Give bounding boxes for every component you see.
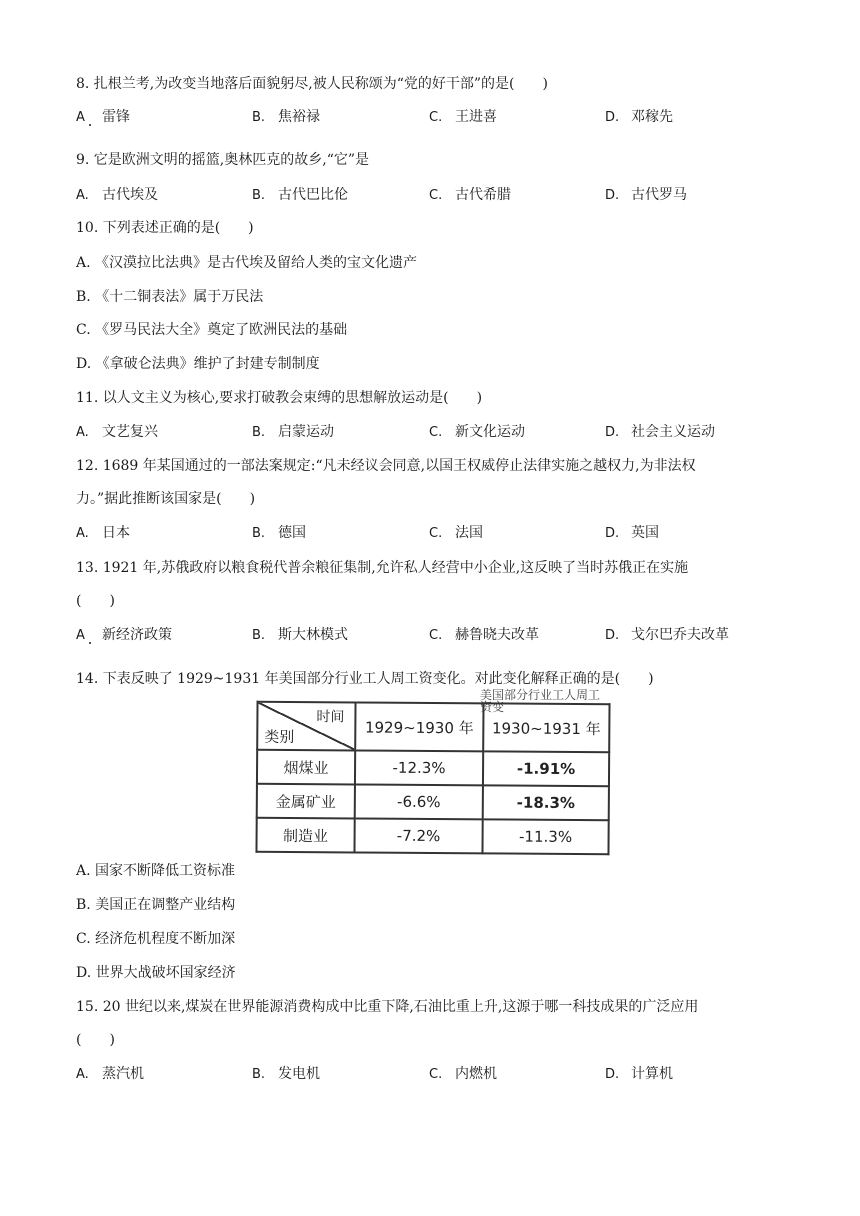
option-a <box>76 1064 144 1085</box>
question-12-stem-line2: 力。”据此推断该国家是( ) <box>76 491 256 507</box>
option-label: B. <box>252 628 266 643</box>
option-text: 古代埃及 <box>102 187 158 203</box>
option-a <box>76 625 172 646</box>
option-a <box>76 185 158 206</box>
option-label: D. <box>605 1067 620 1082</box>
wage-change-table <box>255 701 610 855</box>
question-14-choice-d: D. 世界大战破坏国家经济 <box>76 965 236 981</box>
row-category: 烟煤业 <box>257 750 355 785</box>
question-14-choice-b: B. 美国正在调整产业结构 <box>76 897 236 913</box>
option-text: 日本 <box>102 525 130 541</box>
column-header: 1930~1931 年 <box>483 703 609 752</box>
table-cell: -12.3% <box>355 750 483 785</box>
option-b <box>252 185 348 206</box>
question-9-options <box>76 185 776 205</box>
option-c <box>429 422 525 443</box>
option-c <box>429 523 483 544</box>
table-row <box>257 784 609 820</box>
option-label: A. <box>76 188 89 203</box>
row-category: 制造业 <box>256 818 354 853</box>
question-13-options <box>76 625 776 645</box>
option-label: C. <box>429 110 443 125</box>
question-10-stem: 10. 下列表述正确的是( ) <box>76 220 254 236</box>
option-label: D. <box>605 188 620 203</box>
question-12-options <box>76 523 776 543</box>
option-text: 英国 <box>631 525 659 541</box>
option-label: B. <box>252 425 266 440</box>
option-text: 雷锋 <box>102 109 130 125</box>
option-text: 新文化运动 <box>455 424 525 440</box>
question-13-stem-line1: 13. 1921 年,苏俄政府以粮食税代普余粮征集制,允许私人经营中小企业,这反映了当时苏俄正在实施 <box>76 560 689 576</box>
question-15-options <box>76 1064 776 1084</box>
option-label: C. <box>429 425 443 440</box>
option-text: 古代希腊 <box>455 187 511 203</box>
table-row <box>257 750 609 786</box>
option-label: B. <box>252 526 266 541</box>
option-label: C. <box>429 526 443 541</box>
option-text: 发电机 <box>278 1066 320 1082</box>
option-c <box>429 185 511 206</box>
option-text: 焦裕禄 <box>278 109 320 125</box>
option-label: B. <box>252 188 266 203</box>
option-label: A <box>76 110 85 125</box>
option-text: 斯大林模式 <box>278 627 348 643</box>
question-8-stem: 8. 扎根兰考,为改变当地落后面貌躬尽,被人民称颂为“党的好干部”的是( ) <box>76 76 548 92</box>
question-14-choice-c: C. 经济危机程度不断加深 <box>76 931 236 947</box>
option-text: 社会主义运动 <box>631 424 715 440</box>
option-text: 新经济政策 <box>102 627 172 643</box>
option-text: 王进喜 <box>455 109 497 125</box>
option-b <box>252 1064 320 1085</box>
option-label: B. <box>252 1067 266 1082</box>
option-label: A. <box>76 526 89 541</box>
option-text: 古代罗马 <box>631 187 687 203</box>
question-14-stem: 14. 下表反映了 1929~1931 年美国部分行业工人周工资变化。对此变化解释正确的是( ) <box>76 671 654 687</box>
option-b <box>252 523 306 544</box>
option-text: 内燃机 <box>455 1066 497 1082</box>
row-category: 金属矿业 <box>257 784 355 819</box>
header-time: 时间 <box>316 709 345 726</box>
option-text: 法国 <box>455 525 483 541</box>
option-c <box>429 107 497 128</box>
option-label: C. <box>429 628 443 643</box>
option-text: 蒸汽机 <box>102 1066 144 1082</box>
option-text: 计算机 <box>631 1066 673 1082</box>
question-11-options <box>76 422 776 442</box>
table-cell: -18.3% <box>483 785 609 820</box>
option-d <box>605 107 673 128</box>
question-9-stem: 9. 它是欧洲文明的摇篮,奥林匹克的故乡,“它”是 <box>76 152 370 168</box>
option-label: D. <box>605 628 620 643</box>
option-d <box>605 422 715 443</box>
table-row <box>256 818 608 854</box>
option-c <box>429 1064 497 1085</box>
option-a <box>76 523 130 544</box>
option-d <box>605 185 687 206</box>
option-b <box>252 422 334 443</box>
option-text: 邓稼先 <box>631 109 673 125</box>
table-cell: -11.3% <box>482 819 608 854</box>
option-text: 古代巴比伦 <box>278 187 348 203</box>
table-cell: -1.91% <box>483 751 609 786</box>
emphasis-dot <box>89 642 91 644</box>
option-label: A <box>76 628 85 643</box>
question-14-choice-a: A. 国家不断降低工资标准 <box>76 863 236 879</box>
column-header: 1929~1930 年 <box>355 702 483 751</box>
question-10-choice-b: B. 《十二铜表法》属于万民法 <box>76 289 264 305</box>
table-header-row <box>257 702 609 752</box>
header-category: 类别 <box>264 727 295 747</box>
option-label: C. <box>429 188 443 203</box>
option-text: 文艺复兴 <box>102 424 158 440</box>
option-b <box>252 625 348 646</box>
option-label: D. <box>605 526 620 541</box>
option-text: 启蒙运动 <box>278 424 334 440</box>
question-8-options <box>76 107 776 127</box>
option-b <box>252 107 320 128</box>
question-15-stem-line2: ( ) <box>76 1032 115 1048</box>
table-cell: -6.6% <box>355 784 483 819</box>
option-d <box>605 625 729 646</box>
option-label: A. <box>76 425 89 440</box>
question-11-stem: 11. 以人文主义为核心,要求打破教会束缚的思想解放运动是( ) <box>76 390 483 406</box>
option-label: C. <box>429 1067 443 1082</box>
table-cell: -7.2% <box>354 818 482 853</box>
table-cut-caption: 美国部分行业工人周工资变 <box>480 688 601 714</box>
option-text: 赫鲁晓夫改革 <box>455 627 539 643</box>
option-label: A. <box>76 1067 89 1082</box>
option-label: B. <box>252 110 266 125</box>
table-diagonal-header <box>257 702 355 751</box>
emphasis-dot <box>89 124 91 126</box>
option-c <box>429 625 539 646</box>
option-text: 戈尔巴乔夫改革 <box>631 627 729 643</box>
question-10-choice-a: A. 《汉漠拉比法典》是古代埃及留给人类的宝文化遗产 <box>76 255 418 271</box>
question-12-stem-line1: 12. 1689 年某国通过的一部法案规定:“凡未经议会同意,以国王权威停止法律实施之越权力,为非法权 <box>76 458 696 474</box>
question-13-stem-line2: ( ) <box>76 593 115 609</box>
question-10-choice-d: D. 《拿破仑法典》维护了封建专制制度 <box>76 356 320 372</box>
option-a <box>76 422 158 443</box>
option-text: 德国 <box>278 525 306 541</box>
option-d <box>605 523 659 544</box>
question-10-choice-c: C. 《罗马民法大全》奠定了欧洲民法的基础 <box>76 322 348 338</box>
option-label: D. <box>605 110 620 125</box>
option-label: D. <box>605 425 620 440</box>
question-15-stem-line1: 15. 20 世纪以来,煤炭在世界能源消费构成中比重下降,石油比重上升,这源于哪一科技成果的广泛应用 <box>76 999 699 1015</box>
option-a <box>76 107 130 128</box>
option-d <box>605 1064 673 1085</box>
